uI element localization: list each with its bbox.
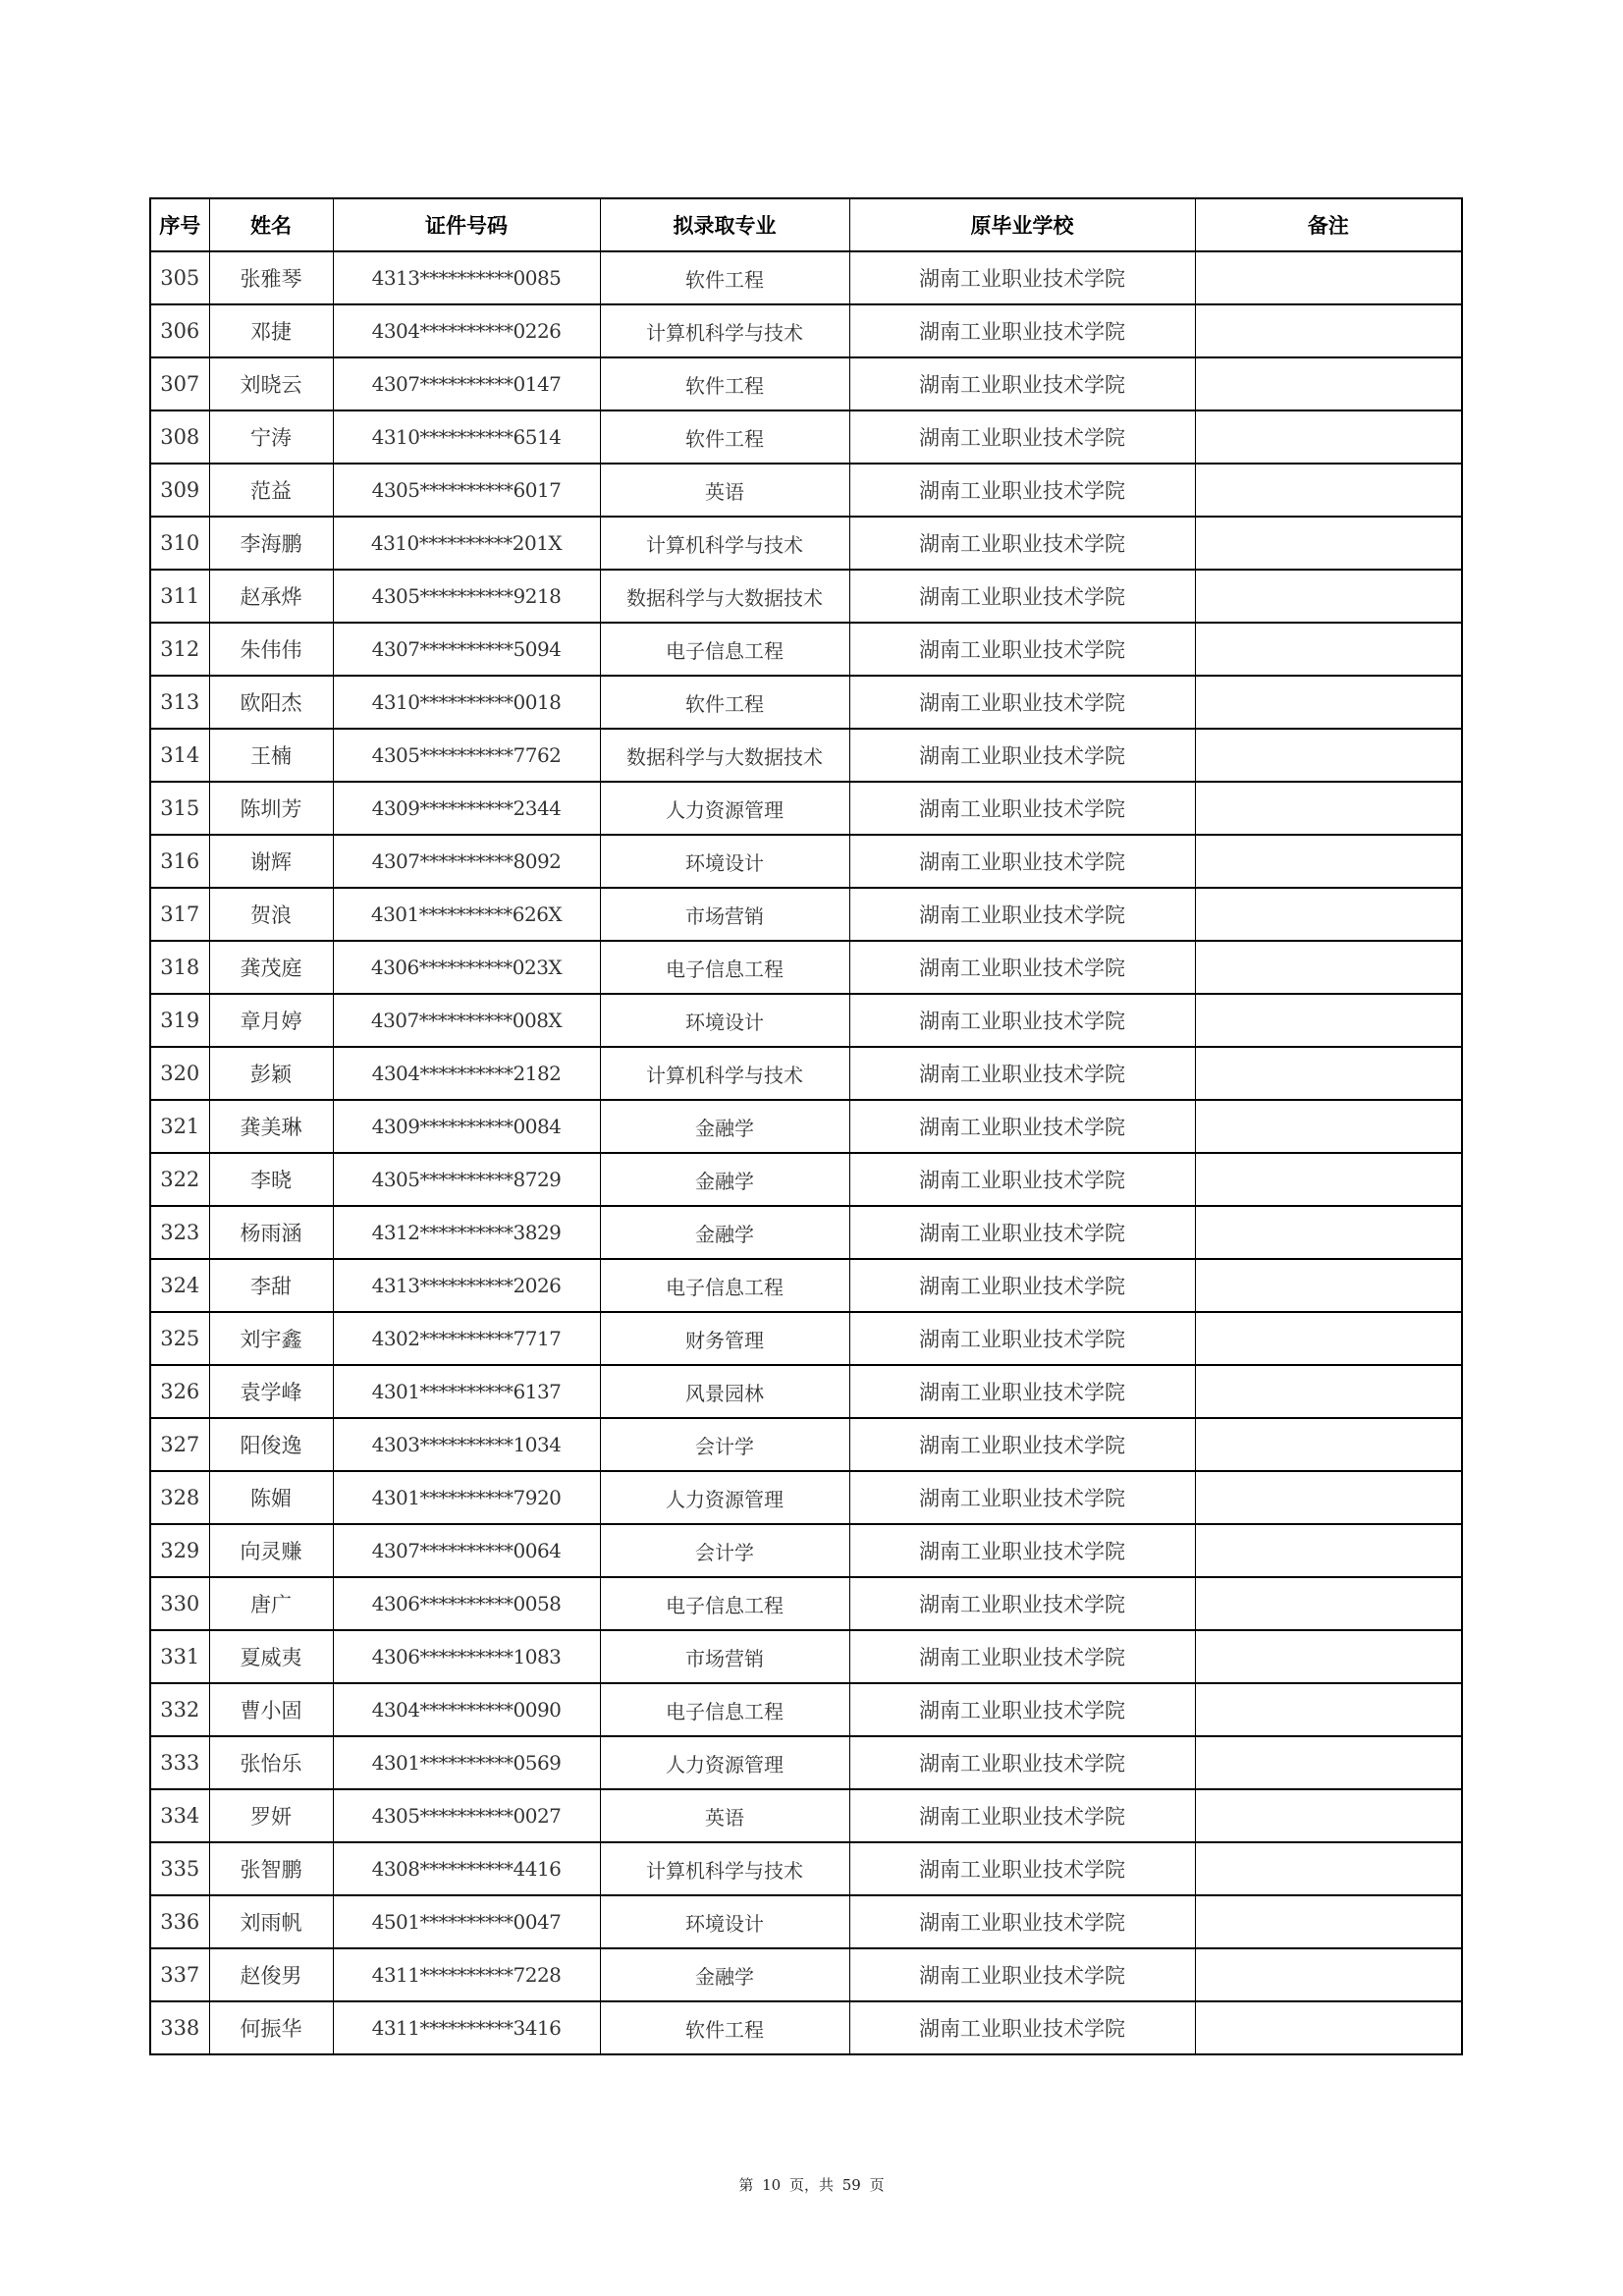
cell-remarks bbox=[1195, 1842, 1462, 1895]
cell-remarks bbox=[1195, 888, 1462, 941]
header-id-number: 证件号码 bbox=[333, 198, 600, 251]
table-row bbox=[150, 570, 1462, 623]
cell-serial-number: 324 bbox=[150, 1259, 209, 1312]
cell-remarks bbox=[1195, 1471, 1462, 1524]
cell-name: 贺浪 bbox=[209, 888, 333, 941]
cell-major: 计算机科学与技术 bbox=[600, 1842, 849, 1895]
cell-name: 陈媚 bbox=[209, 1471, 333, 1524]
cell-major: 软件工程 bbox=[600, 357, 849, 410]
cell-remarks bbox=[1195, 1153, 1462, 1206]
table-row bbox=[150, 2001, 1462, 2054]
cell-school: 湖南工业职业技术学院 bbox=[849, 729, 1195, 782]
cell-remarks bbox=[1195, 517, 1462, 570]
cell-name: 唐广 bbox=[209, 1577, 333, 1630]
table-row bbox=[150, 1206, 1462, 1259]
cell-serial-number: 311 bbox=[150, 570, 209, 623]
cell-serial-number: 310 bbox=[150, 517, 209, 570]
cell-remarks bbox=[1195, 941, 1462, 994]
table-row bbox=[150, 251, 1462, 304]
cell-major: 金融学 bbox=[600, 1206, 849, 1259]
table-row bbox=[150, 1312, 1462, 1365]
cell-remarks bbox=[1195, 1312, 1462, 1365]
cell-serial-number: 312 bbox=[150, 623, 209, 676]
table-row bbox=[150, 994, 1462, 1047]
cell-remarks bbox=[1195, 1736, 1462, 1789]
cell-name: 刘雨帆 bbox=[209, 1895, 333, 1948]
cell-name: 向灵赚 bbox=[209, 1524, 333, 1577]
cell-major: 市场营销 bbox=[600, 888, 849, 941]
cell-remarks bbox=[1195, 676, 1462, 729]
cell-name: 曹小固 bbox=[209, 1683, 333, 1736]
cell-name: 欧阳杰 bbox=[209, 676, 333, 729]
cell-major: 环境设计 bbox=[600, 994, 849, 1047]
cell-major: 软件工程 bbox=[600, 2001, 849, 2054]
cell-school: 湖南工业职业技术学院 bbox=[849, 2001, 1195, 2054]
cell-major: 会计学 bbox=[600, 1418, 849, 1471]
cell-major: 市场营销 bbox=[600, 1630, 849, 1683]
cell-id-number: 4304**********0226 bbox=[333, 304, 600, 357]
table-body bbox=[150, 251, 1462, 2054]
cell-id-number: 4311**********7228 bbox=[333, 1948, 600, 2001]
table-row bbox=[150, 1683, 1462, 1736]
cell-major: 电子信息工程 bbox=[600, 1259, 849, 1312]
cell-school: 湖南工业职业技术学院 bbox=[849, 1895, 1195, 1948]
cell-id-number: 4305**********9218 bbox=[333, 570, 600, 623]
cell-serial-number: 325 bbox=[150, 1312, 209, 1365]
cell-major: 人力资源管理 bbox=[600, 1471, 849, 1524]
cell-remarks bbox=[1195, 357, 1462, 410]
cell-id-number: 4313**********2026 bbox=[333, 1259, 600, 1312]
cell-school: 湖南工业职业技术学院 bbox=[849, 1259, 1195, 1312]
cell-remarks bbox=[1195, 835, 1462, 888]
cell-serial-number: 331 bbox=[150, 1630, 209, 1683]
cell-major: 数据科学与大数据技术 bbox=[600, 729, 849, 782]
cell-major: 电子信息工程 bbox=[600, 623, 849, 676]
cell-school: 湖南工业职业技术学院 bbox=[849, 1789, 1195, 1842]
cell-name: 龚美琳 bbox=[209, 1100, 333, 1153]
cell-school: 湖南工业职业技术学院 bbox=[849, 1100, 1195, 1153]
cell-school: 湖南工业职业技术学院 bbox=[849, 782, 1195, 835]
table-row bbox=[150, 1259, 1462, 1312]
cell-name: 陈圳芳 bbox=[209, 782, 333, 835]
cell-name: 王楠 bbox=[209, 729, 333, 782]
cell-remarks bbox=[1195, 410, 1462, 464]
cell-name: 龚茂庭 bbox=[209, 941, 333, 994]
cell-id-number: 4301**********7920 bbox=[333, 1471, 600, 1524]
cell-school: 湖南工业职业技术学院 bbox=[849, 623, 1195, 676]
cell-serial-number: 328 bbox=[150, 1471, 209, 1524]
cell-id-number: 4307**********008X bbox=[333, 994, 600, 1047]
cell-school: 湖南工业职业技术学院 bbox=[849, 251, 1195, 304]
cell-id-number: 4305**********6017 bbox=[333, 464, 600, 517]
cell-id-number: 4305**********7762 bbox=[333, 729, 600, 782]
cell-serial-number: 335 bbox=[150, 1842, 209, 1895]
cell-id-number: 4310**********6514 bbox=[333, 410, 600, 464]
header-school: 原毕业学校 bbox=[849, 198, 1195, 251]
cell-name: 谢辉 bbox=[209, 835, 333, 888]
table-row bbox=[150, 1736, 1462, 1789]
cell-major: 软件工程 bbox=[600, 676, 849, 729]
cell-serial-number: 337 bbox=[150, 1948, 209, 2001]
table-row bbox=[150, 1418, 1462, 1471]
cell-major: 电子信息工程 bbox=[600, 941, 849, 994]
cell-school: 湖南工业职业技术学院 bbox=[849, 994, 1195, 1047]
cell-school: 湖南工业职业技术学院 bbox=[849, 1736, 1195, 1789]
cell-name: 袁学峰 bbox=[209, 1365, 333, 1418]
cell-name: 张怡乐 bbox=[209, 1736, 333, 1789]
cell-serial-number: 322 bbox=[150, 1153, 209, 1206]
cell-serial-number: 317 bbox=[150, 888, 209, 941]
cell-remarks bbox=[1195, 304, 1462, 357]
cell-id-number: 4307**********0147 bbox=[333, 357, 600, 410]
table-row bbox=[150, 1471, 1462, 1524]
cell-school: 湖南工业职业技术学院 bbox=[849, 1153, 1195, 1206]
cell-major: 计算机科学与技术 bbox=[600, 517, 849, 570]
cell-remarks bbox=[1195, 1365, 1462, 1418]
cell-name: 夏威夷 bbox=[209, 1630, 333, 1683]
table-row bbox=[150, 357, 1462, 410]
cell-serial-number: 308 bbox=[150, 410, 209, 464]
table-row bbox=[150, 1630, 1462, 1683]
cell-serial-number: 333 bbox=[150, 1736, 209, 1789]
cell-remarks bbox=[1195, 1948, 1462, 2001]
cell-id-number: 4301**********6137 bbox=[333, 1365, 600, 1418]
cell-serial-number: 327 bbox=[150, 1418, 209, 1471]
table-row bbox=[150, 1895, 1462, 1948]
cell-id-number: 4309**********2344 bbox=[333, 782, 600, 835]
table-row bbox=[150, 729, 1462, 782]
table-row bbox=[150, 1577, 1462, 1630]
cell-school: 湖南工业职业技术学院 bbox=[849, 1842, 1195, 1895]
table-row bbox=[150, 623, 1462, 676]
cell-serial-number: 313 bbox=[150, 676, 209, 729]
cell-school: 湖南工业职业技术学院 bbox=[849, 410, 1195, 464]
cell-id-number: 4308**********4416 bbox=[333, 1842, 600, 1895]
cell-name: 赵俊男 bbox=[209, 1948, 333, 2001]
cell-serial-number: 336 bbox=[150, 1895, 209, 1948]
cell-serial-number: 332 bbox=[150, 1683, 209, 1736]
cell-major: 风景园林 bbox=[600, 1365, 849, 1418]
cell-id-number: 4313**********0085 bbox=[333, 251, 600, 304]
cell-school: 湖南工业职业技术学院 bbox=[849, 1683, 1195, 1736]
cell-name: 杨雨涵 bbox=[209, 1206, 333, 1259]
cell-school: 湖南工业职业技术学院 bbox=[849, 517, 1195, 570]
cell-name: 阳俊逸 bbox=[209, 1418, 333, 1471]
table-row bbox=[150, 1100, 1462, 1153]
table-row bbox=[150, 1948, 1462, 2001]
cell-remarks bbox=[1195, 464, 1462, 517]
header-serial-number: 序号 bbox=[150, 198, 209, 251]
cell-serial-number: 306 bbox=[150, 304, 209, 357]
cell-serial-number: 309 bbox=[150, 464, 209, 517]
cell-major: 软件工程 bbox=[600, 251, 849, 304]
cell-name: 范益 bbox=[209, 464, 333, 517]
cell-remarks bbox=[1195, 1577, 1462, 1630]
cell-school: 湖南工业职业技术学院 bbox=[849, 1630, 1195, 1683]
cell-school: 湖南工业职业技术学院 bbox=[849, 1418, 1195, 1471]
cell-major: 电子信息工程 bbox=[600, 1683, 849, 1736]
cell-remarks bbox=[1195, 1895, 1462, 1948]
cell-id-number: 4304**********0090 bbox=[333, 1683, 600, 1736]
cell-name: 赵承烨 bbox=[209, 570, 333, 623]
cell-major: 电子信息工程 bbox=[600, 1577, 849, 1630]
cell-id-number: 4304**********2182 bbox=[333, 1047, 600, 1100]
cell-id-number: 4301**********626X bbox=[333, 888, 600, 941]
cell-school: 湖南工业职业技术学院 bbox=[849, 1206, 1195, 1259]
cell-remarks bbox=[1195, 623, 1462, 676]
cell-id-number: 4307**********5094 bbox=[333, 623, 600, 676]
cell-major: 金融学 bbox=[600, 1100, 849, 1153]
cell-major: 计算机科学与技术 bbox=[600, 1047, 849, 1100]
cell-major: 软件工程 bbox=[600, 410, 849, 464]
table-row bbox=[150, 888, 1462, 941]
cell-id-number: 4306**********023X bbox=[333, 941, 600, 994]
cell-school: 湖南工业职业技术学院 bbox=[849, 1524, 1195, 1577]
cell-school: 湖南工业职业技术学院 bbox=[849, 357, 1195, 410]
cell-name: 李晓 bbox=[209, 1153, 333, 1206]
cell-major: 金融学 bbox=[600, 1153, 849, 1206]
cell-name: 李海鹏 bbox=[209, 517, 333, 570]
table-row bbox=[150, 464, 1462, 517]
cell-major: 人力资源管理 bbox=[600, 1736, 849, 1789]
cell-name: 罗妍 bbox=[209, 1789, 333, 1842]
header-remarks: 备注 bbox=[1195, 198, 1462, 251]
cell-major: 英语 bbox=[600, 464, 849, 517]
cell-id-number: 4311**********3416 bbox=[333, 2001, 600, 2054]
cell-remarks bbox=[1195, 1418, 1462, 1471]
cell-id-number: 4306**********0058 bbox=[333, 1577, 600, 1630]
cell-major: 金融学 bbox=[600, 1948, 849, 2001]
cell-name: 章月婷 bbox=[209, 994, 333, 1047]
table-row bbox=[150, 676, 1462, 729]
cell-school: 湖南工业职业技术学院 bbox=[849, 1365, 1195, 1418]
cell-remarks bbox=[1195, 782, 1462, 835]
cell-serial-number: 326 bbox=[150, 1365, 209, 1418]
cell-id-number: 4305**********8729 bbox=[333, 1153, 600, 1206]
header-major: 拟录取专业 bbox=[600, 198, 849, 251]
cell-remarks bbox=[1195, 729, 1462, 782]
cell-remarks bbox=[1195, 994, 1462, 1047]
cell-school: 湖南工业职业技术学院 bbox=[849, 941, 1195, 994]
cell-id-number: 4305**********0027 bbox=[333, 1789, 600, 1842]
table-row bbox=[150, 1842, 1462, 1895]
cell-name: 张智鹏 bbox=[209, 1842, 333, 1895]
cell-serial-number: 318 bbox=[150, 941, 209, 994]
cell-school: 湖南工业职业技术学院 bbox=[849, 570, 1195, 623]
cell-id-number: 4307**********8092 bbox=[333, 835, 600, 888]
cell-remarks bbox=[1195, 251, 1462, 304]
cell-serial-number: 315 bbox=[150, 782, 209, 835]
table-row bbox=[150, 1153, 1462, 1206]
cell-serial-number: 307 bbox=[150, 357, 209, 410]
cell-name: 邓捷 bbox=[209, 304, 333, 357]
cell-school: 湖南工业职业技术学院 bbox=[849, 1577, 1195, 1630]
cell-id-number: 4306**********1083 bbox=[333, 1630, 600, 1683]
cell-serial-number: 319 bbox=[150, 994, 209, 1047]
cell-remarks bbox=[1195, 1206, 1462, 1259]
table-row bbox=[150, 835, 1462, 888]
table-row bbox=[150, 1365, 1462, 1418]
header-name: 姓名 bbox=[209, 198, 333, 251]
cell-id-number: 4302**********7717 bbox=[333, 1312, 600, 1365]
cell-serial-number: 314 bbox=[150, 729, 209, 782]
cell-serial-number: 334 bbox=[150, 1789, 209, 1842]
cell-id-number: 4310**********0018 bbox=[333, 676, 600, 729]
cell-serial-number: 305 bbox=[150, 251, 209, 304]
cell-serial-number: 329 bbox=[150, 1524, 209, 1577]
cell-school: 湖南工业职业技术学院 bbox=[849, 464, 1195, 517]
cell-id-number: 4501**********0047 bbox=[333, 1895, 600, 1948]
cell-serial-number: 316 bbox=[150, 835, 209, 888]
cell-remarks bbox=[1195, 2001, 1462, 2054]
cell-school: 湖南工业职业技术学院 bbox=[849, 1948, 1195, 2001]
cell-id-number: 4301**********0569 bbox=[333, 1736, 600, 1789]
cell-school: 湖南工业职业技术学院 bbox=[849, 1471, 1195, 1524]
table-row bbox=[150, 1047, 1462, 1100]
table-row bbox=[150, 1524, 1462, 1577]
cell-id-number: 4307**********0064 bbox=[333, 1524, 600, 1577]
cell-serial-number: 321 bbox=[150, 1100, 209, 1153]
cell-id-number: 4303**********1034 bbox=[333, 1418, 600, 1471]
cell-remarks bbox=[1195, 1683, 1462, 1736]
cell-remarks bbox=[1195, 570, 1462, 623]
cell-school: 湖南工业职业技术学院 bbox=[849, 835, 1195, 888]
cell-major: 人力资源管理 bbox=[600, 782, 849, 835]
admission-list-table bbox=[149, 197, 1463, 2055]
cell-remarks bbox=[1195, 1259, 1462, 1312]
cell-remarks bbox=[1195, 1100, 1462, 1153]
cell-name: 刘晓云 bbox=[209, 357, 333, 410]
cell-remarks bbox=[1195, 1630, 1462, 1683]
cell-name: 朱伟伟 bbox=[209, 623, 333, 676]
cell-major: 数据科学与大数据技术 bbox=[600, 570, 849, 623]
table-row bbox=[150, 941, 1462, 994]
cell-school: 湖南工业职业技术学院 bbox=[849, 676, 1195, 729]
cell-major: 环境设计 bbox=[600, 1895, 849, 1948]
table-row bbox=[150, 517, 1462, 570]
table-row bbox=[150, 782, 1462, 835]
cell-serial-number: 323 bbox=[150, 1206, 209, 1259]
page-number-footer: 第 10 页，共 59 页 bbox=[738, 2176, 885, 2194]
cell-major: 会计学 bbox=[600, 1524, 849, 1577]
cell-name: 彭颖 bbox=[209, 1047, 333, 1100]
cell-remarks bbox=[1195, 1524, 1462, 1577]
table-row bbox=[150, 304, 1462, 357]
cell-serial-number: 330 bbox=[150, 1577, 209, 1630]
cell-id-number: 4310**********201X bbox=[333, 517, 600, 570]
cell-name: 何振华 bbox=[209, 2001, 333, 2054]
cell-school: 湖南工业职业技术学院 bbox=[849, 1312, 1195, 1365]
cell-school: 湖南工业职业技术学院 bbox=[849, 304, 1195, 357]
cell-id-number: 4309**********0084 bbox=[333, 1100, 600, 1153]
cell-major: 财务管理 bbox=[600, 1312, 849, 1365]
cell-major: 环境设计 bbox=[600, 835, 849, 888]
cell-major: 英语 bbox=[600, 1789, 849, 1842]
cell-name: 李甜 bbox=[209, 1259, 333, 1312]
cell-remarks bbox=[1195, 1047, 1462, 1100]
table-header-row bbox=[150, 198, 1462, 251]
cell-major: 计算机科学与技术 bbox=[600, 304, 849, 357]
table-row bbox=[150, 1789, 1462, 1842]
cell-name: 刘宇鑫 bbox=[209, 1312, 333, 1365]
cell-serial-number: 320 bbox=[150, 1047, 209, 1100]
table-row bbox=[150, 410, 1462, 464]
cell-name: 张雅琴 bbox=[209, 251, 333, 304]
cell-school: 湖南工业职业技术学院 bbox=[849, 888, 1195, 941]
cell-name: 宁涛 bbox=[209, 410, 333, 464]
cell-remarks bbox=[1195, 1789, 1462, 1842]
cell-serial-number: 338 bbox=[150, 2001, 209, 2054]
cell-id-number: 4312**********3829 bbox=[333, 1206, 600, 1259]
cell-school: 湖南工业职业技术学院 bbox=[849, 1047, 1195, 1100]
